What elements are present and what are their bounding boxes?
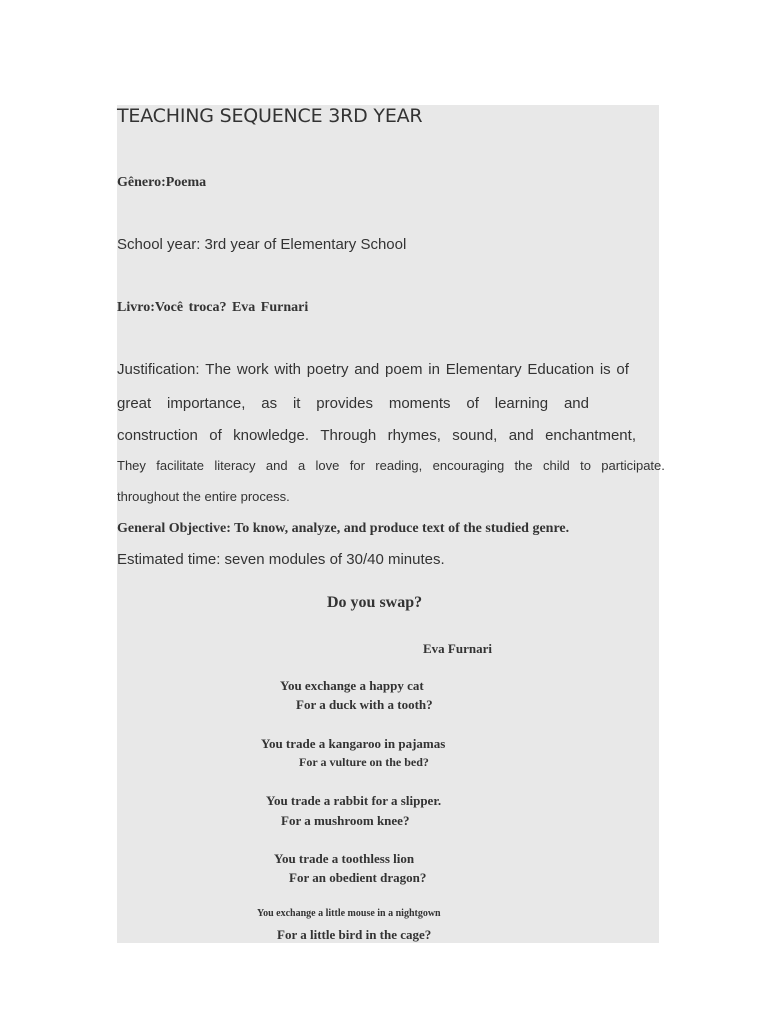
school-year-line: School year: 3rd year of Elementary School — [117, 236, 407, 253]
poem-line: For a little bird in the cage? — [277, 927, 432, 942]
justification-line-2 — [117, 395, 589, 412]
justification-word: with — [274, 361, 302, 378]
book-line: Livro:Você troca? Eva Furnari — [117, 300, 309, 315]
general-objective: General Objective: To know, analyze, and produce text of the studied genre. — [117, 521, 570, 536]
justification-word: construction — [117, 427, 198, 444]
justification-word: poem — [385, 361, 423, 378]
justification-word: it — [292, 395, 301, 412]
justification-word: knowledge. — [233, 427, 309, 444]
poem-line: For a duck with a tooth? — [296, 697, 433, 712]
justification-word: as — [261, 395, 278, 412]
poem-line: For a mushroom knee? — [281, 813, 410, 828]
justification-line-4 — [117, 458, 665, 473]
genre-line: Gênero:Poema — [117, 175, 207, 190]
justification-line-5: throughout the entire process. — [117, 489, 290, 504]
justification-word: Education — [527, 361, 595, 378]
poem-line: You trade a kangaroo in pajamas — [261, 736, 446, 751]
justification-word: of — [209, 427, 222, 444]
justification-word: in — [428, 361, 440, 378]
justification-word: and — [354, 361, 380, 378]
justification-word: poetry — [306, 361, 349, 378]
justification-word: Through — [320, 427, 377, 444]
justification-word: great — [117, 395, 152, 412]
poem-line: You trade a rabbit for a slipper. — [266, 793, 442, 808]
justification-word: They — [117, 458, 146, 473]
justification-word: the — [514, 458, 533, 473]
poem-title: Do you swap? — [327, 594, 423, 611]
justification-word: learning — [494, 395, 549, 412]
justification-line-1 — [117, 361, 629, 378]
justification-word: is — [599, 361, 611, 378]
justification-word: child — [542, 458, 570, 473]
justification-word: a — [297, 458, 306, 473]
justification-word: literacy — [214, 458, 256, 473]
justification-word: for — [349, 458, 365, 473]
justification-word: Elementary — [445, 361, 522, 378]
poem-line: You exchange a happy cat — [280, 678, 424, 693]
justification-word: of — [616, 361, 629, 378]
poem-line: For an obedient dragon? — [289, 870, 427, 885]
justification-word: and — [265, 458, 288, 473]
justification-word: rhymes, — [387, 427, 441, 444]
justification-word: The — [205, 361, 232, 378]
justification-word: love — [315, 458, 340, 473]
justification-word: facilitate — [156, 458, 204, 473]
justification-word: enchantment, — [545, 427, 636, 444]
poem-line: For a vulture on the bed? — [299, 755, 429, 769]
justification-line-3 — [117, 427, 636, 444]
justification-word: participate. — [601, 458, 665, 473]
justification-word: to — [580, 458, 591, 473]
document-title: TEACHING SEQUENCE 3RD YEAR — [117, 105, 423, 127]
justification-word: sound, — [452, 427, 498, 444]
poem-author: Eva Furnari — [423, 641, 492, 656]
justification-word: and — [508, 427, 534, 444]
poem-line: You exchange a little mouse in a nightgown — [257, 908, 441, 919]
justification-word: work — [236, 361, 269, 378]
poem-line: You trade a toothless lion — [274, 851, 415, 866]
justification-word: encouraging — [432, 458, 505, 473]
justification-word: importance, — [167, 395, 246, 412]
justification-word: Justification: — [117, 361, 200, 378]
justification-word: provides — [316, 395, 373, 412]
justification-word: moments — [388, 395, 451, 412]
estimated-time: Estimated time: seven modules of 30/40 minutes. — [117, 551, 445, 568]
justification-word: reading, — [375, 458, 423, 473]
justification-word: of — [466, 395, 479, 412]
justification-word: and — [563, 395, 589, 412]
